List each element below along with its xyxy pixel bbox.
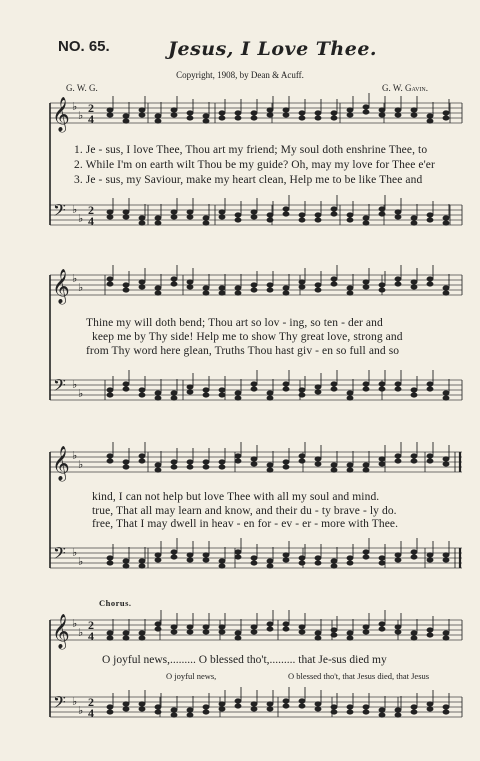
svg-text:♭: ♭	[78, 109, 84, 122]
svg-text:♭: ♭	[78, 458, 84, 471]
svg-text:𝄢: 𝄢	[53, 375, 66, 399]
hymn-number: NO. 65.	[58, 38, 110, 55]
s3-verse3: free, That I may dwell in heav - en for - ev - er - more with Thee.	[92, 518, 399, 530]
svg-text:♭: ♭	[78, 212, 84, 225]
svg-text:♭: ♭	[78, 704, 84, 717]
svg-text:♭: ♭	[78, 626, 84, 639]
chorus-line1: O joyful news,......... O blessed tho't,......... that Je-sus died my	[102, 654, 387, 666]
svg-text:2: 2	[88, 618, 94, 632]
s3-verse2: true, That all may learn and know, and their du - ty brave - ly do.	[92, 505, 397, 517]
chorus-line2a: O joyful news,	[166, 671, 217, 681]
svg-text:♭: ♭	[72, 100, 78, 113]
treble-clef-icon: 𝄞	[52, 97, 70, 132]
svg-text:𝄞: 𝄞	[52, 269, 70, 304]
svg-text:𝄢: 𝄢	[53, 692, 66, 716]
svg-text:𝄞: 𝄞	[52, 446, 70, 481]
svg-text:4: 4	[88, 706, 94, 720]
bass-clef-icon: 𝄢	[53, 200, 66, 224]
svg-text:𝄞: 𝄞	[52, 614, 70, 649]
svg-text:4: 4	[88, 214, 94, 228]
s1-verse3: 3. Je - sus, my Saviour, make my heart clean, Help me to be like Thee and	[74, 174, 423, 186]
svg-text:♭: ♭	[72, 378, 78, 391]
svg-text:4: 4	[88, 629, 94, 643]
copyright: Copyright, 1908, by Dean & Acuff.	[176, 70, 304, 80]
svg-text:4: 4	[88, 112, 94, 126]
svg-text:♭: ♭	[72, 449, 78, 462]
svg-text:♭: ♭	[72, 272, 78, 285]
composer: G. W. Gavin.	[382, 83, 428, 93]
chorus-line2b: O blessed tho't, that Jesus died, that Jesus	[288, 671, 430, 681]
svg-text:2: 2	[88, 203, 94, 217]
s1-verse1: 1. Je - sus, I love Thee, Thou art my friend; My soul doth enshrine Thee, to	[74, 144, 428, 156]
svg-text:♭: ♭	[72, 546, 78, 559]
s2-verse2: keep me by Thy side! Help me to show Thy great love, strong and	[92, 331, 403, 343]
s3-verse1: kind, I can not help but love Thee with all my soul and mind.	[92, 491, 380, 503]
s1-verse2: 2. While I'm on earth wilt Thou be my guide? Oh, may my love for Thee e'er	[74, 159, 435, 171]
chorus-label: Chorus.	[99, 598, 132, 608]
svg-text:♭: ♭	[72, 203, 78, 216]
svg-text:♭: ♭	[72, 695, 78, 708]
svg-text:𝄢: 𝄢	[53, 543, 66, 567]
hymn-title: Jesus, I Love Thee.	[168, 38, 378, 60]
s2-verse1: Thine my will doth bend; Thou art so lov - ing, so ten - der and	[86, 317, 383, 329]
lyricist: G. W. G.	[66, 83, 98, 93]
svg-text:♭: ♭	[78, 555, 84, 568]
svg-text:♭: ♭	[78, 281, 84, 294]
svg-text:2: 2	[88, 695, 94, 709]
s2-verse3: from Thy word here glean, Truths Thou hast giv - en so full and so	[86, 345, 400, 357]
svg-text:2: 2	[88, 101, 94, 115]
svg-text:♭: ♭	[72, 617, 78, 630]
svg-text:♭: ♭	[78, 387, 84, 400]
